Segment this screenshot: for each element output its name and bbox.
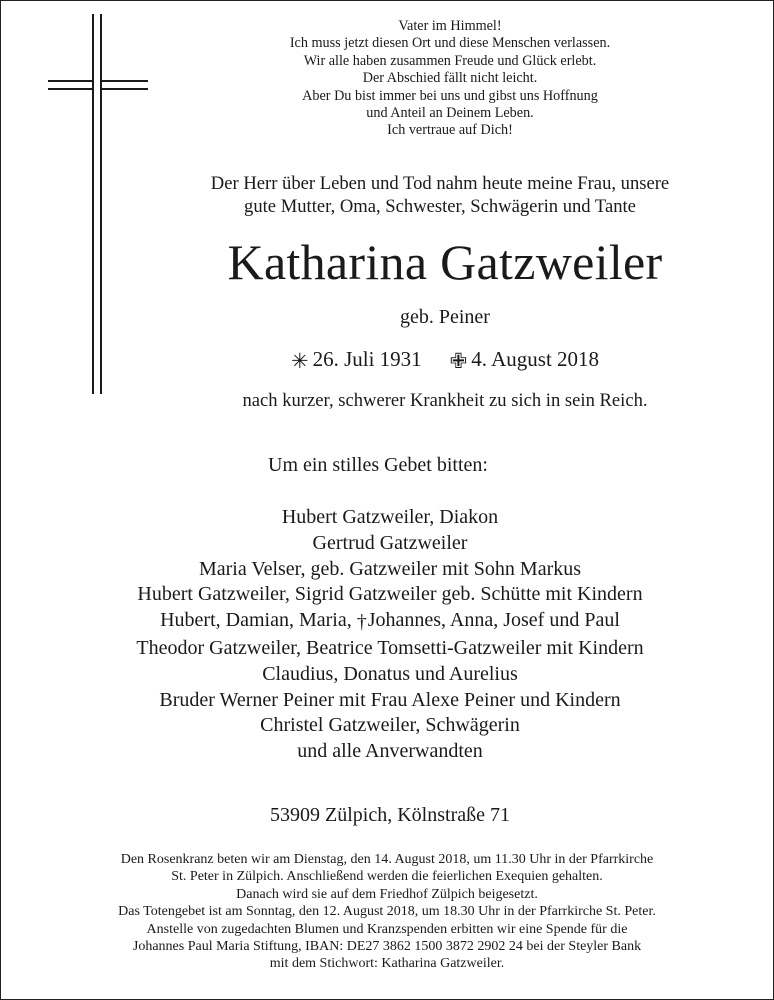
service-notice: [40, 851, 734, 973]
mourner-line: Christel Gatzweiler, Schwägerin: [260, 714, 520, 737]
prayer-line: Ich vertraue auf Dich!: [387, 122, 513, 139]
notice-line: Danach wird sie auf dem Friedhof Zülpich beigesetzt.: [236, 886, 538, 902]
prayer-line: Der Abschied fällt nicht leicht.: [362, 70, 538, 87]
notice-line: Das Totengebet ist am Sonntag, den 12. August 2018, um 18.30 Uhr in der Pfarrkirche St. Peter.: [118, 904, 656, 920]
latin-cross-icon: [48, 14, 148, 394]
mourner-line: und alle Anverwandten: [297, 740, 483, 763]
mourner-line: Claudius, Donatus und Aurelius: [262, 662, 518, 685]
deceased-name: Katharina Gatzweiler: [227, 234, 663, 290]
illness-line: nach kurzer, schwerer Krankheit zu sich in sein Reich.: [242, 390, 648, 411]
maiden-name: geb. Peiner: [400, 306, 490, 328]
intro-line: Der Herr über Leben und Tod nahm heute meine Frau, unsere: [210, 173, 670, 194]
mourner-names-part: Johannes, Anna, Josef und Paul: [367, 609, 620, 632]
life-dates: [150, 345, 740, 375]
birth-date: 26. Juli 1931: [312, 347, 422, 371]
prayer-request: Um ein stilles Gebet bitten:: [268, 454, 488, 476]
prayer-line: Ich muss jetzt diesen Ort und diese Menschen verlassen.: [289, 35, 611, 52]
prayer-line: Vater im Himmel!: [398, 18, 502, 34]
notice-line: Anstelle von zugedachten Blumen und Kranzspenden erbitten wir eine Spende für die: [146, 921, 628, 937]
small-cross-icon: †: [356, 611, 367, 634]
death-date: 4. August 2018: [471, 347, 600, 371]
mourner-line: Maria Velser, geb. Gatzweiler mit Sohn Markus: [198, 557, 582, 580]
notice-line: Johannes Paul Maria Stiftung, IBAN: DE27 3862 1500 3872 2902 24 bei der Steyler Bank: [132, 939, 642, 955]
prayer-line: Wir alle haben zusammen Freude und Glück erlebt.: [303, 52, 597, 69]
birth-star-icon: ✳: [290, 349, 309, 373]
mourner-line: Hubert Gatzweiler, Sigrid Gatzweiler geb. Schütte mit Kindern: [137, 583, 643, 606]
intro-line: gute Mutter, Oma, Schwester, Schwägerin und Tante: [244, 196, 636, 217]
notice-line: mit dem Stichwort: Katharina Gatzweiler.: [269, 956, 505, 972]
mourner-names-part: Hubert, Damian, Maria,: [160, 609, 357, 632]
mourner-line: Theodor Gatzweiler, Beatrice Tomsetti-Gatzweiler mit Kindern: [136, 636, 644, 659]
mourner-line: Hubert Gatzweiler, Diakon: [281, 506, 499, 528]
prayer-verse: [210, 18, 690, 140]
mourner-line: [80, 608, 700, 636]
death-cross-icon: ✙: [449, 349, 468, 373]
notice-line: St. Peter in Zülpich. Anschließend werden die feierlichen Exequien gehalten.: [171, 869, 603, 885]
mourner-line: Bruder Werner Peiner mit Frau Alexe Peiner und Kindern: [159, 688, 621, 711]
prayer-line: und Anteil an Deinem Leben.: [366, 105, 534, 122]
mourners-list: [80, 505, 700, 765]
mourner-line: Gertrud Gatzweiler: [312, 531, 468, 554]
notice-line: Den Rosenkranz beten wir am Dienstag, den 14. August 2018, um 11.30 Uhr in der Pfarrkirche: [120, 852, 654, 867]
intro-text: [150, 172, 730, 218]
family-address: 53909 Zülpich, Kölnstraße 71: [270, 804, 510, 826]
prayer-line: Aber Du bist immer bei uns und gibst uns Hoffnung: [302, 87, 598, 104]
